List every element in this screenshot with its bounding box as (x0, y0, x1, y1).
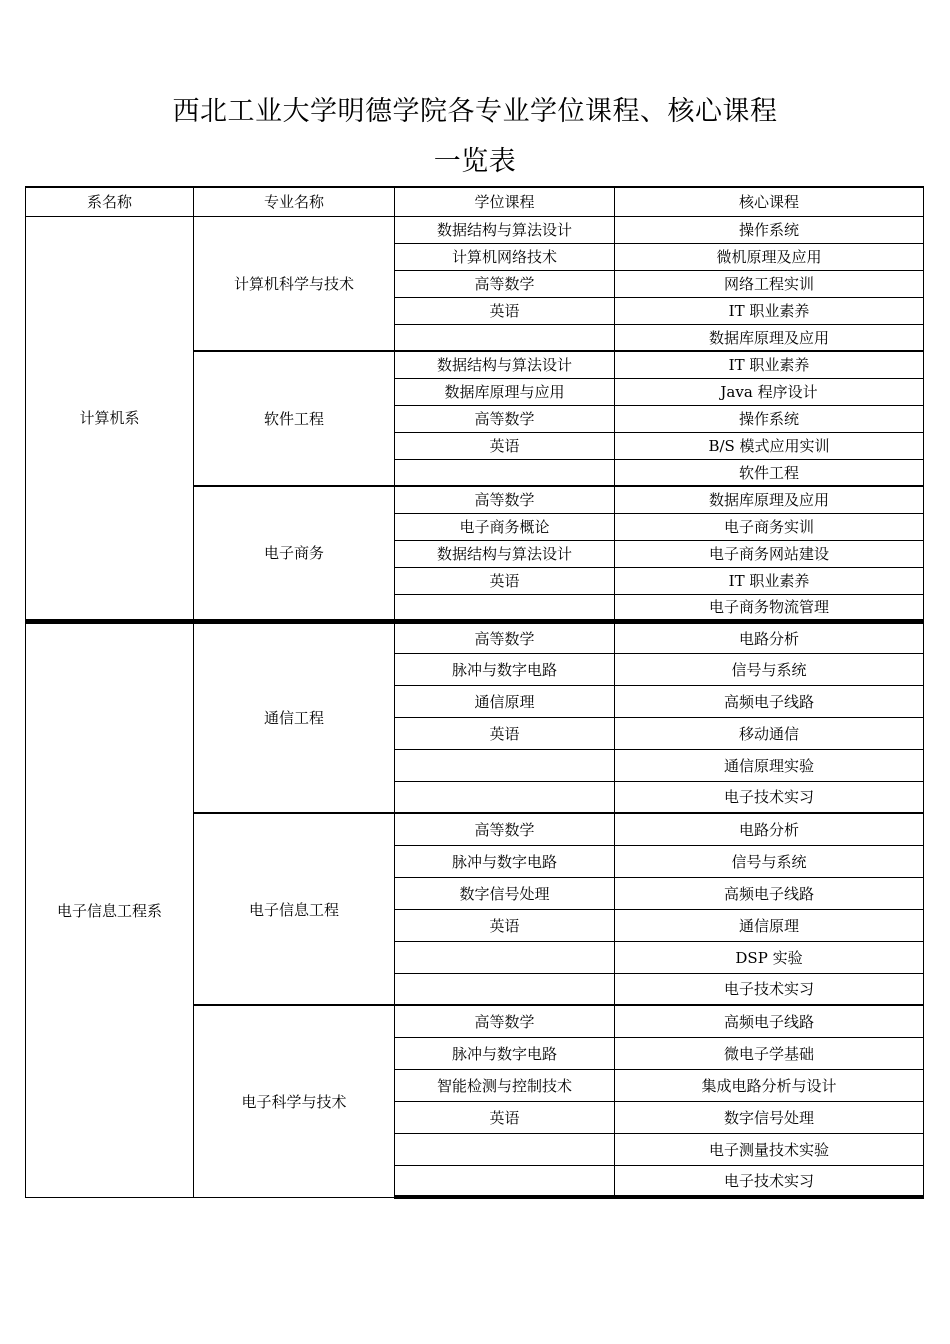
core-course: 高频电子线路 (615, 1005, 924, 1037)
course-table (25, 186, 924, 1199)
degree-course: 英语 (395, 432, 615, 459)
core-course: 电子测量技术实验 (615, 1133, 924, 1165)
core-course: 信号与系统 (615, 653, 924, 685)
core-course: 通信原理 (615, 909, 924, 941)
degree-course: 通信原理 (395, 685, 615, 717)
core-course: 数据库原理及应用 (615, 324, 924, 351)
core-course: 数据库原理及应用 (615, 486, 924, 513)
degree-course: 英语 (395, 717, 615, 749)
degree-course (395, 941, 615, 973)
degree-course (395, 594, 615, 621)
degree-course: 智能检测与控制技术 (395, 1069, 615, 1101)
degree-course: 脉冲与数字电路 (395, 1037, 615, 1069)
degree-course: 电子商务概论 (395, 513, 615, 540)
core-course: 电子商务物流管理 (615, 594, 924, 621)
core-course: 电子技术实习 (615, 781, 924, 813)
core-course: 信号与系统 (615, 845, 924, 877)
core-course: IT 职业素养 (615, 567, 924, 594)
degree-course (395, 324, 615, 351)
degree-course: 数字信号处理 (395, 877, 615, 909)
degree-course: 高等数学 (395, 486, 615, 513)
major-name: 软件工程 (194, 351, 395, 486)
table-header-row (26, 187, 924, 216)
degree-course (395, 1133, 615, 1165)
degree-course: 高等数学 (395, 621, 615, 653)
major-name: 电子商务 (194, 486, 395, 621)
degree-course: 计算机网络技术 (395, 243, 615, 270)
degree-course: 英语 (395, 909, 615, 941)
degree-course: 数据结构与算法设计 (395, 216, 615, 243)
core-course: 操作系统 (615, 216, 924, 243)
degree-course: 英语 (395, 567, 615, 594)
core-course: 电子商务网站建设 (615, 540, 924, 567)
degree-course: 英语 (395, 297, 615, 324)
page-title: 西北工业大学明德学院各专业学位课程、核心课程 (172, 96, 778, 127)
department-section (26, 216, 924, 621)
degree-course: 高等数学 (395, 405, 615, 432)
core-course: 集成电路分析与设计 (615, 1069, 924, 1101)
core-course: IT 职业素养 (615, 297, 924, 324)
core-course: 电路分析 (615, 621, 924, 653)
major-name: 电子信息工程 (194, 813, 395, 1005)
degree-course (395, 973, 615, 1005)
degree-course: 脉冲与数字电路 (395, 653, 615, 685)
core-course: 电子技术实习 (615, 973, 924, 1005)
degree-course (395, 1165, 615, 1197)
core-course: 软件工程 (615, 459, 924, 486)
degree-course: 数据库原理与应用 (395, 378, 615, 405)
header-department: 系名称 (26, 187, 194, 216)
degree-course (395, 781, 615, 813)
page-title-line2: 一览表 (433, 146, 517, 177)
core-course: 微机原理及应用 (615, 243, 924, 270)
department-section (26, 621, 924, 1197)
core-course: 高频电子线路 (615, 685, 924, 717)
core-course: 电路分析 (615, 813, 924, 845)
core-course: 通信原理实验 (615, 749, 924, 781)
degree-course: 脉冲与数字电路 (395, 845, 615, 877)
major-name: 通信工程 (194, 621, 395, 813)
table-row (26, 621, 924, 653)
core-course: IT 职业素养 (615, 351, 924, 378)
core-course: DSP 实验 (615, 941, 924, 973)
degree-course (395, 749, 615, 781)
core-course: 网络工程实训 (615, 270, 924, 297)
degree-course: 数据结构与算法设计 (395, 351, 615, 378)
core-course: 移动通信 (615, 717, 924, 749)
core-course: 数字信号处理 (615, 1101, 924, 1133)
major-name: 计算机科学与技术 (194, 216, 395, 351)
header-major: 专业名称 (194, 187, 395, 216)
major-name: 电子科学与技术 (194, 1005, 395, 1197)
core-course: Java 程序设计 (615, 378, 924, 405)
header-core-courses: 核心课程 (615, 187, 924, 216)
core-course: 电子技术实习 (615, 1165, 924, 1197)
core-course: B/S 模式应用实训 (615, 432, 924, 459)
header-degree-courses: 学位课程 (395, 187, 615, 216)
core-course: 操作系统 (615, 405, 924, 432)
degree-course: 英语 (395, 1101, 615, 1133)
department-name: 电子信息工程系 (26, 621, 194, 1197)
core-course: 电子商务实训 (615, 513, 924, 540)
department-name: 计算机系 (26, 216, 194, 621)
core-course: 微电子学基础 (615, 1037, 924, 1069)
core-course: 高频电子线路 (615, 877, 924, 909)
degree-course: 高等数学 (395, 1005, 615, 1037)
degree-course (395, 459, 615, 486)
degree-course: 高等数学 (395, 270, 615, 297)
degree-course: 数据结构与算法设计 (395, 540, 615, 567)
degree-course: 高等数学 (395, 813, 615, 845)
table-row (26, 216, 924, 243)
